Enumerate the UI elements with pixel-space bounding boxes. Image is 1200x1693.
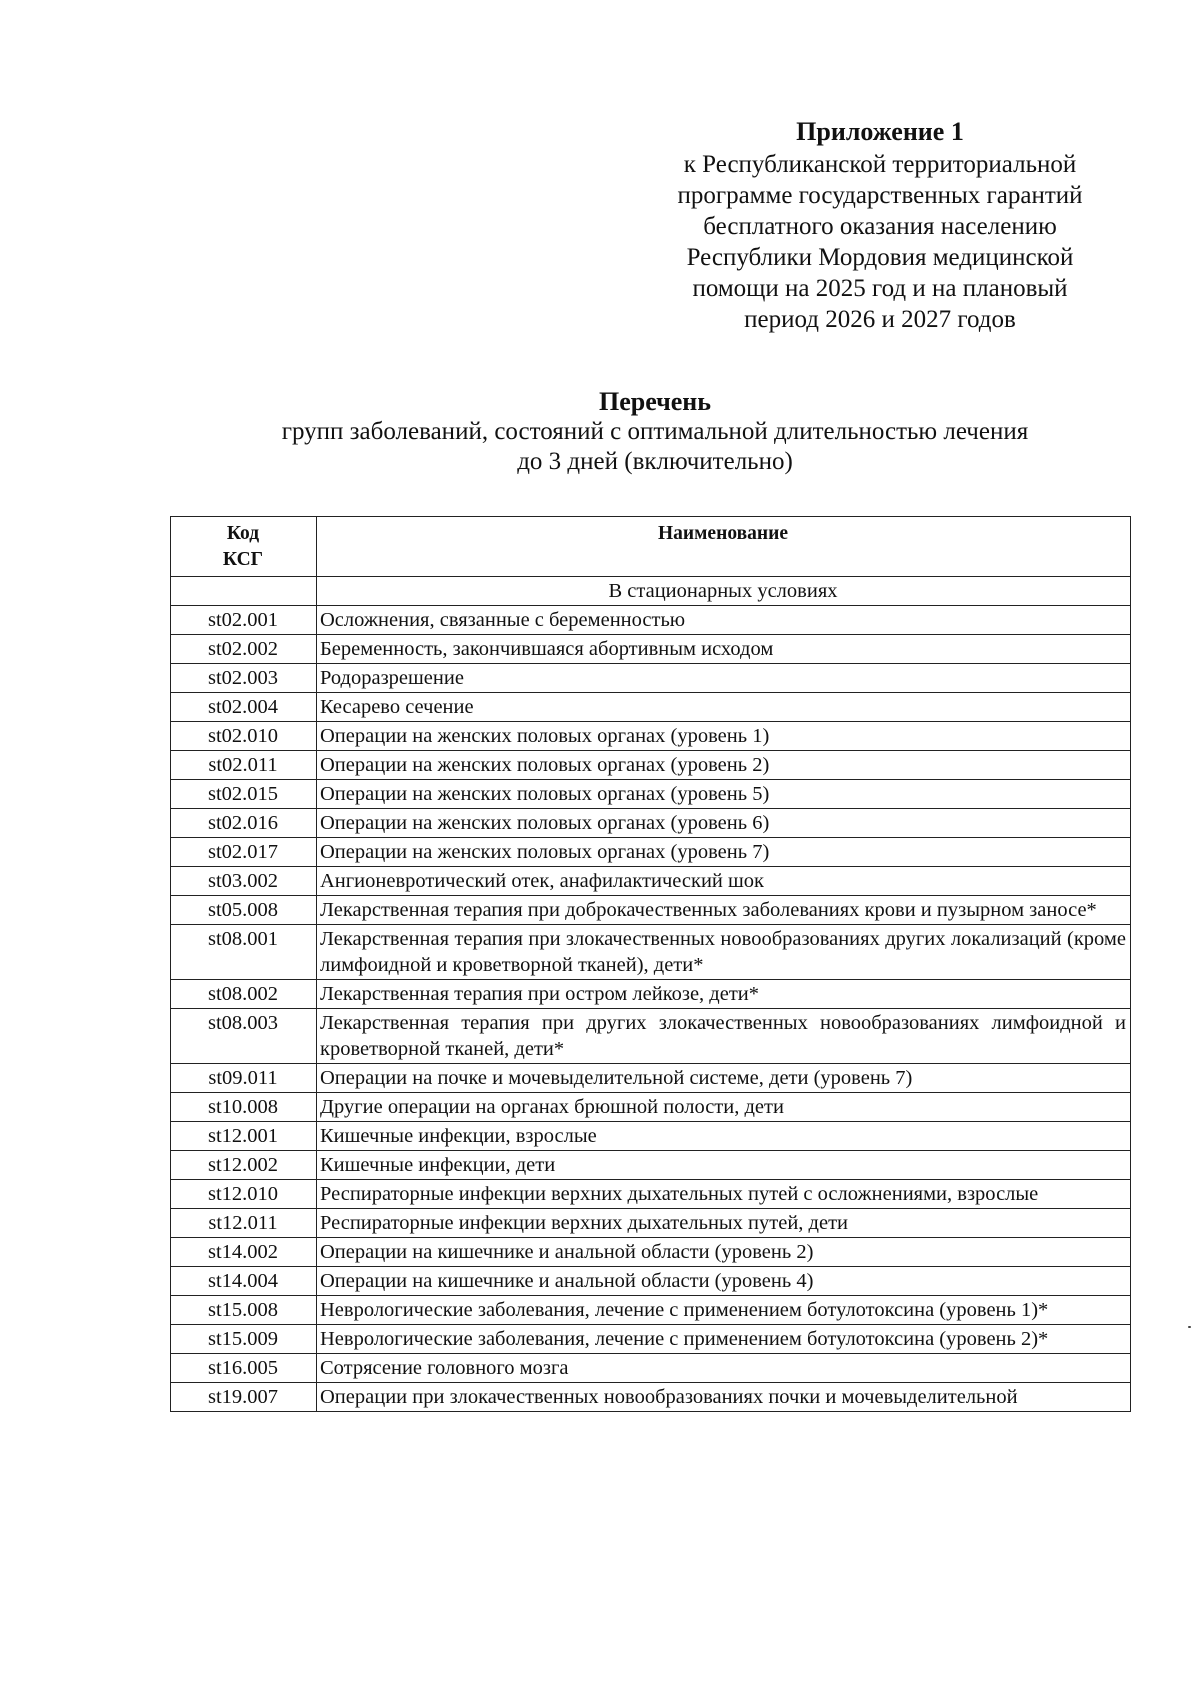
table-row [171, 751, 1131, 780]
ksg-name-cell: Операции на женских половых органах (уровень 1) [317, 722, 1131, 751]
ksg-name-cell: Неврологические заболевания, лечение с применением ботулотоксина (уровень 1)* [317, 1296, 1131, 1325]
ksg-name-cell: Неврологические заболевания, лечение с применением ботулотоксина (уровень 2)* [317, 1325, 1131, 1354]
table-row [171, 1093, 1131, 1122]
ksg-code-cell: st02.004 [171, 693, 317, 722]
ksg-name-cell: Лекарственная терапия при доброкачественных заболеваниях крови и пузырном заносе* [317, 896, 1131, 925]
ksg-code-cell: st08.003 [171, 1009, 317, 1064]
section-row [171, 577, 1131, 606]
title-heading: Перечень [598, 387, 712, 416]
table-row [171, 1180, 1131, 1209]
ksg-name-cell: Операции на женских половых органах (уровень 5) [317, 780, 1131, 809]
ksg-name-cell: Беременность, закончившаяся абортивным исходом [317, 635, 1131, 664]
ksg-name-cell: Кишечные инфекции, взрослые [317, 1122, 1131, 1151]
ksg-name-cell: Респираторные инфекции верхних дыхательных путей, дети [317, 1209, 1131, 1238]
ksg-code-cell: st12.011 [171, 1209, 317, 1238]
table-row [171, 1325, 1131, 1354]
table-row [171, 1151, 1131, 1180]
ksg-code-cell: st12.001 [171, 1122, 317, 1151]
ksg-name-cell: Лекарственная терапия при злокачественных новообразованиях других локализаций (кроме лимфоидной и кроветворной тканей), дети* [317, 925, 1131, 980]
table-row [171, 1009, 1131, 1064]
table-row [171, 635, 1131, 664]
section-code-cell [171, 577, 317, 606]
table-row [171, 1267, 1131, 1296]
appendix-line: период 2026 и 2027 годов [744, 306, 1016, 333]
ksg-code-cell: st02.015 [171, 780, 317, 809]
table-row [171, 1354, 1131, 1383]
appendix-line: Республики Мордовия медицинской [686, 244, 1074, 271]
ksg-name-cell: Сотрясение головного мозга [317, 1354, 1131, 1383]
ksg-name-cell: Операции на почке и мочевыделительной системе, дети (уровень 7) [317, 1064, 1131, 1093]
table-header-row [171, 517, 1131, 577]
title-line: групп заболеваний, состояний с оптимальной длительностью лечения [281, 418, 1029, 445]
table-row [171, 1296, 1131, 1325]
document-title [140, 387, 1170, 477]
ksg-name-cell: Операции на женских половых органах (уровень 2) [317, 751, 1131, 780]
ksg-name-cell: Кишечные инфекции, дети [317, 1151, 1131, 1180]
ksg-code-cell: st05.008 [171, 896, 317, 925]
appendix-block [640, 116, 1120, 335]
appendix-line: бесплатного оказания населению [703, 213, 1057, 240]
appendix-line: помощи на 2025 год и на плановый [692, 275, 1068, 302]
table-row [171, 780, 1131, 809]
scan-speck [1188, 1326, 1191, 1328]
ksg-name-cell: Операции на кишечнике и анальной области (уровень 4) [317, 1267, 1131, 1296]
table-row [171, 867, 1131, 896]
table-row [171, 925, 1131, 980]
ksg-code-cell: st12.010 [171, 1180, 317, 1209]
header-code-line: Код [226, 523, 260, 544]
ksg-name-cell: Респираторные инфекции верхних дыхательных путей с осложнениями, взрослые [317, 1180, 1131, 1209]
table-row [171, 606, 1131, 635]
ksg-code-cell: st02.016 [171, 809, 317, 838]
ksg-code-cell: st02.002 [171, 635, 317, 664]
ksg-name-cell: Операции на кишечнике и анальной области (уровень 2) [317, 1238, 1131, 1267]
table-row [171, 809, 1131, 838]
appendix-line: программе государственных гарантий [677, 182, 1083, 209]
ksg-code-cell: st14.004 [171, 1267, 317, 1296]
ksg-code-cell: st15.008 [171, 1296, 317, 1325]
ksg-code-cell: st08.001 [171, 925, 317, 980]
ksg-table [170, 516, 1131, 1412]
table-row [171, 1238, 1131, 1267]
ksg-code-cell: st02.010 [171, 722, 317, 751]
table-row [171, 1383, 1131, 1412]
ksg-name-cell: Другие операции на органах брюшной полости, дети [317, 1093, 1131, 1122]
table-row [171, 896, 1131, 925]
ksg-code-cell: st02.011 [171, 751, 317, 780]
appendix-line: к Республиканской территориальной [683, 151, 1077, 178]
ksg-name-cell: Лекарственная терапия при других злокачественных новообразованиях лимфоидной и кроветворной тканей, дети* [317, 1009, 1131, 1064]
ksg-name-cell: Родоразрешение [317, 664, 1131, 693]
ksg-code-cell: st14.002 [171, 1238, 317, 1267]
section-label: В стационарных условиях [317, 577, 1131, 606]
table-row [171, 693, 1131, 722]
table-row [171, 664, 1131, 693]
table-row [171, 1209, 1131, 1238]
appendix-heading: Приложение 1 [796, 117, 964, 146]
ksg-code-cell: st12.002 [171, 1151, 317, 1180]
ksg-name-cell: Кесарево сечение [317, 693, 1131, 722]
ksg-name-cell: Осложнения, связанные с беременностью [317, 606, 1131, 635]
table-row [171, 1122, 1131, 1151]
header-code [171, 517, 317, 577]
header-code-line: КСГ [222, 549, 264, 570]
ksg-code-cell: st10.008 [171, 1093, 317, 1122]
ksg-code-cell: st19.007 [171, 1383, 317, 1412]
ksg-code-cell: st09.011 [171, 1064, 317, 1093]
table-row [171, 980, 1131, 1009]
ksg-code-cell: st03.002 [171, 867, 317, 896]
table-row [171, 1064, 1131, 1093]
ksg-name-cell: Операции на женских половых органах (уровень 6) [317, 809, 1131, 838]
ksg-name-cell: Операции при злокачественных новообразованиях почки и мочевыделительной [317, 1383, 1131, 1412]
header-name: Наименование [317, 517, 1131, 577]
table-body [171, 577, 1131, 1412]
ksg-code-cell: st08.002 [171, 980, 317, 1009]
table-row [171, 722, 1131, 751]
ksg-code-cell: st02.017 [171, 838, 317, 867]
table-row [171, 838, 1131, 867]
ksg-name-cell: Ангионевротический отек, анафилактический шок [317, 867, 1131, 896]
ksg-code-cell: st02.003 [171, 664, 317, 693]
ksg-code-cell: st16.005 [171, 1354, 317, 1383]
ksg-code-cell: st02.001 [171, 606, 317, 635]
title-line: до 3 дней (включительно) [517, 448, 793, 475]
ksg-name-cell: Лекарственная терапия при остром лейкозе, дети* [317, 980, 1131, 1009]
ksg-code-cell: st15.009 [171, 1325, 317, 1354]
ksg-name-cell: Операции на женских половых органах (уровень 7) [317, 838, 1131, 867]
